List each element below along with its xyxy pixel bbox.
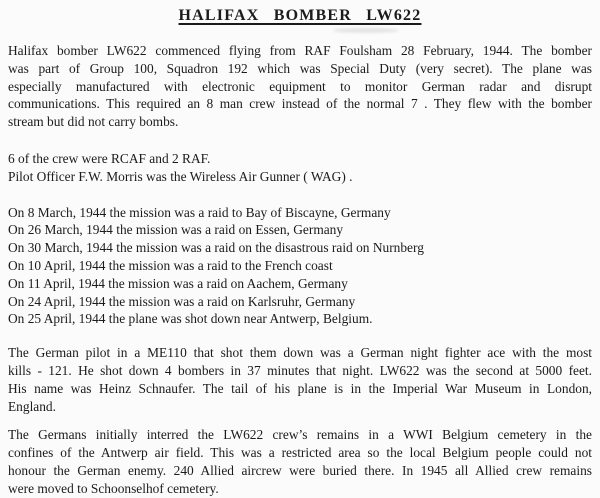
mission-line: On 24 April, 1944 the mission was a raid on Karlsruhr, Germany: [8, 293, 356, 309]
paragraph-intro: [8, 42, 592, 131]
intro-line: communications. This required an 8 man crew instead of the normal 7 . They flew with the bomber: [8, 96, 592, 112]
mission-line: On 10 April, 1944 the mission was a raid to the French coast: [8, 257, 333, 273]
pilot-line: The German pilot in a ME110 that shot them down was a German night fighter ace with the most: [8, 345, 592, 361]
crew-line: Pilot Officer F.W. Morris was the Wireless Air Gunner ( WAG) .: [8, 168, 353, 184]
crew-line: 6 of the crew were RCAF and 2 RAF.: [8, 150, 211, 166]
paragraph-burial: [8, 426, 592, 497]
burial-line: honour the German enemy. 240 Allied aircrew were buried there. In 1945 all Allied crew remains: [8, 462, 592, 478]
document-title-text: HALIFAX BOMBER LW622: [178, 7, 422, 24]
mission-line: On 26 March, 1944 the mission was a raid on Essen, Germany: [8, 222, 344, 238]
intro-line: stream but did not carry bombs.: [8, 114, 179, 130]
paragraph-crew: [8, 150, 592, 186]
intro-line: was part of Group 100, Squadron 192 which was Special Duty (very secret). The plane was: [8, 60, 592, 76]
burial-line: confines of the Antwerp air field. This was a restricted area so the local Belgium people could not: [8, 445, 592, 461]
mission-line: On 11 April, 1944 the mission was a raid on Aachem, Germany: [8, 275, 348, 291]
paragraph-mission-list: [8, 204, 592, 329]
intro-line: especially manufactured with electronic equipment to monitor German radar and disrupt: [8, 78, 592, 94]
intro-line: Halifax bomber LW622 commenced flying from RAF Foulsham 28 February, 1944. The bomber: [8, 43, 592, 58]
document-title: [8, 6, 592, 26]
scan-smudge-artifact: [333, 28, 399, 33]
pilot-line: His name was Heinz Schnaufer. The tail of his plane is in the Imperial War Museum in London,: [8, 380, 592, 396]
pilot-line: England.: [8, 398, 56, 414]
burial-line: The Germans initially interred the LW622 crew’s remains in a WWI Belgium cemetery in the: [8, 427, 592, 443]
paragraph-german-pilot: [8, 344, 592, 415]
mission-line: On 25 April, 1944 the plane was shot down near Antwerp, Belgium.: [8, 311, 373, 327]
burial-line: were moved to Schoonselhof cemetery.: [8, 480, 219, 496]
mission-line: On 30 March, 1944 the mission was a raid on the disastrous raid on Nurnberg: [8, 240, 424, 256]
mission-line: On 8 March, 1944 the mission was a raid to Bay of Biscayne, Germany: [8, 204, 391, 220]
pilot-line: kills - 121. He shot down 4 bombers in 37 minutes that night. LW622 was the second at 5000 feet.: [8, 362, 592, 378]
